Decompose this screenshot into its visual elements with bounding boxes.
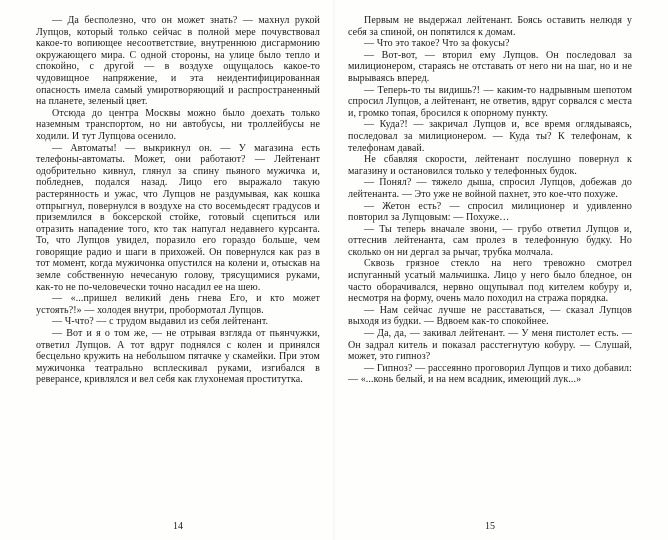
paragraph: — Жетон есть? — спросил милиционер и удивленно повторил за Лупцовым: — Похуже…	[348, 200, 632, 224]
paragraph: Не сбавляя скорости, лейтенант послушно повернул к магазину и остановился только у телефонных будок.	[348, 154, 632, 177]
paragraph: Отсюда до центра Москвы можно было доехать только наземным транспортом, но ни автобусы, ни троллейбусы не ходили. И тут Лупцова осенило.	[36, 107, 320, 142]
paragraph: — Теперь-то ты видишь?! — каким-то надрывным шепотом спросил Лупцов, а лейтенант, не ответив, вдруг сорвался с места и, громко топая, бросился к опорному пункту.	[348, 84, 632, 119]
paragraph: — Да бесполезно, что он может знать? — махнул рукой Лупцов, который только сейчас в полной мере почувствовал какое-то вопиющее несоответствие, внутреннюю дисгармонию окружающего мира. С одной стороны, на улице было тепло и спокойно, с другой — в воздухе ощущалось какое-то чудовищное напряжение, и эта неидентифицированная опасность имела самый умиротворяющий и распространенный на планете, зеленый цвет.	[36, 15, 320, 108]
page-gutter	[333, 0, 335, 540]
paragraph: — Вот и я о том же, — не отрывая взгляда от пьянчужки, ответил Лупцов. А тот вдруг поднялся с колен и принялся бесцельно кружить на небольшом пятачке у скамейки. При этом мужичонка театрально всплескивал руками, изгибался в реверансе, кривлялся и вел себя как глухонемая проститутка.	[36, 328, 320, 386]
paragraph: — Ты теперь вначале звони, — грубо ответил Лупцов и, оттеснив лейтенанта, сам пролез в телефонную будку. Но сколько он ни дергал за рычаг, трубка молчала.	[348, 223, 632, 258]
paragraph: — Ч-что? — с трудом выдавил из себя лейтенант.	[52, 316, 269, 328]
paragraph: — Да, да, — закивал лейтенант. — У меня пистолет есть. — Он задрал китель и показал расстегнутую кобуру. — Слушай, может, это гипноз?	[348, 328, 632, 363]
page-left-number: 14	[173, 521, 183, 532]
paragraph: — Автоматы! — выкрикнул он. — У магазина есть телефоны-автоматы. Может, они работают? — Лейтенант одобрительно кивнул, глянул за спину пьяного мужичка и, побледнев, подался назад. Лицо его выражало такую растерянность и ужас, что Лупцов не раздумывая, как кошка отпрыгнул, повернулся в воздухе на сто восемьдесят градусов и приземлился в боксерской стойке, готовый сцепиться или отразить нападение того, кто так напугал недавнего курсанта. То, что Лупцов увидел, поразило его гораздо больше, чем говорящие радио и шаги в прихожей. Он повернулся как раз в тот момент, когда мужичонка опустился на колени и, отыскав на земле собственную нечесаную голову, трясущимися руками, как-то не по-человечески точно насадил ее на шею.	[36, 142, 320, 293]
paragraph: — Нам сейчас лучше не расставаться, — сказал Лупцов выходя из будки. — Вдвоем как-то спокойнее.	[348, 304, 632, 328]
paragraph: — Что это такое? Что за фокусы?	[364, 38, 510, 50]
page-right-number: 15	[485, 521, 495, 532]
page-right-text	[348, 15, 632, 516]
page-right	[334, 0, 668, 540]
paragraph: — Понял? — тяжело дыша, спросил Лупцов, добежав до лейтенанта. — Это уже не войной пахнет, это кое-что похуже.	[348, 177, 632, 200]
paragraph: — Вот-вот, — вторил ему Лупцов. Он последовал за милиционером, стараясь не отставать от него ни на шаг, но и не вырываясь вперед.	[348, 49, 632, 84]
paragraph: — Гипноз? — рассеянно проговорил Лупцов и тихо добавил: — «...конь белый, и на нем всадник, имеющий лук...»	[348, 362, 632, 386]
paragraph: — «...пришел великий день гнева Его, и кто может устоять?!» — холодея внутри, пробормотал Лупцов.	[36, 293, 320, 316]
paragraph: — Куда?! — закричал Лупцов и, все время оглядываясь, последовал за милиционером. — Куда ты? К телефонам, к телефонам давай.	[348, 119, 632, 154]
paragraph: Первым не выдержал лейтенант. Боясь оставить нелюдя у себя за спиной, он попятился к домам.	[348, 15, 632, 38]
paragraph: Сквозь грязное стекло на него тревожно смотрел испуганный усатый мальчишка. Лицо у него было бледное, он часто оборачивался, нервно ощупывал под кителем кобуру и, несмотря на форму, очень мало походил на стража порядка.	[348, 258, 632, 305]
page-left-text	[36, 15, 320, 516]
